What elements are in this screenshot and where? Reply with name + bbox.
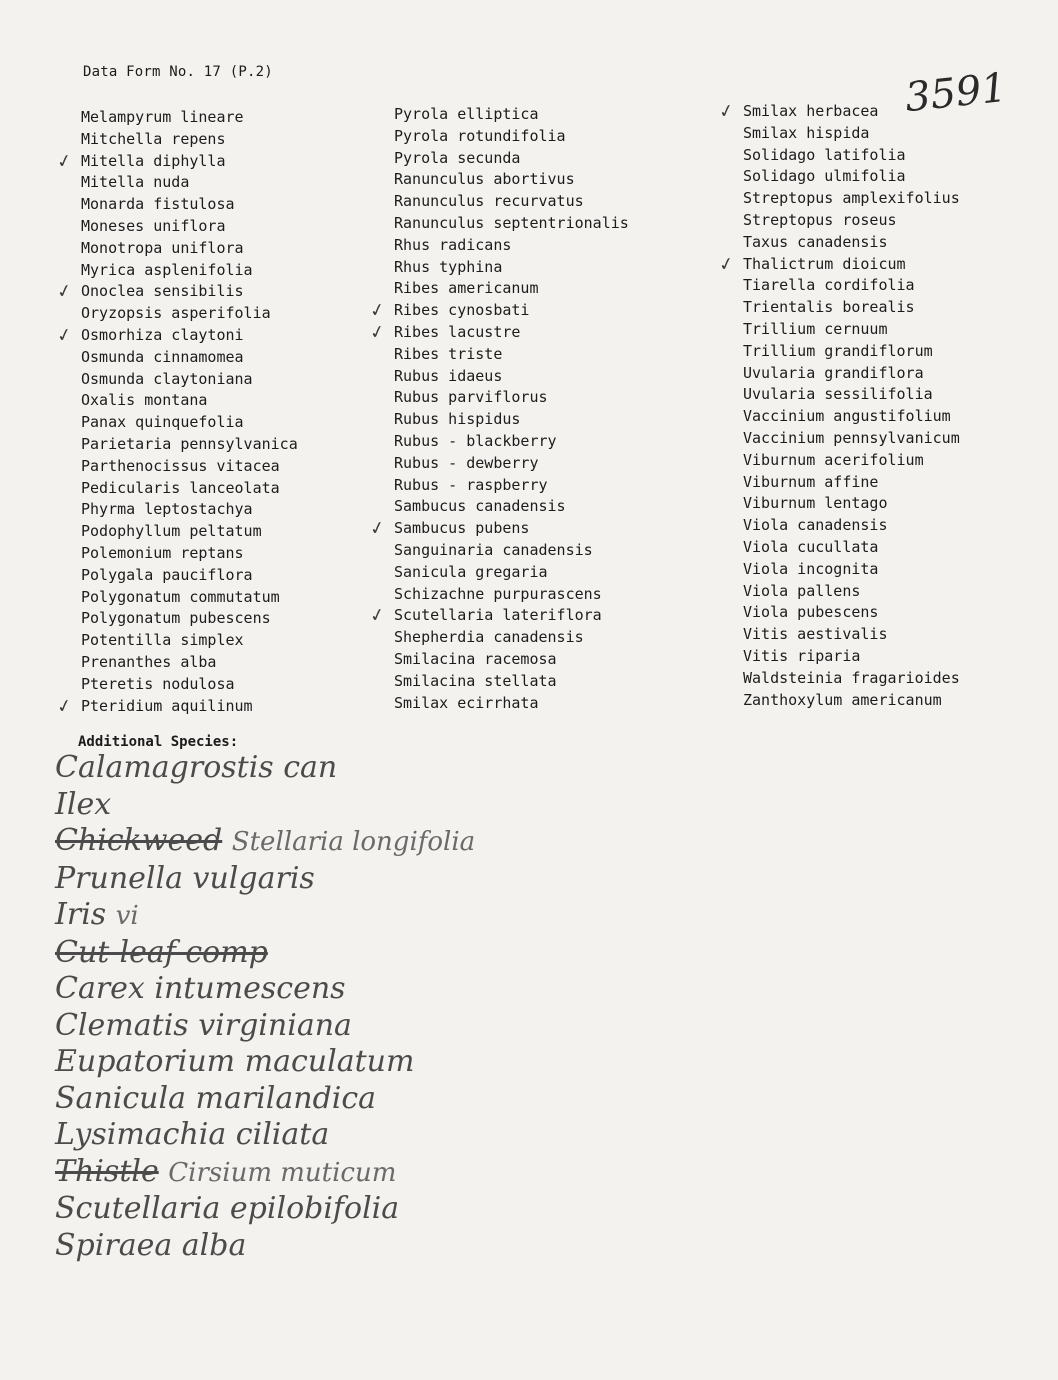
species-item <box>394 235 629 257</box>
species-name: Rubus - blackberry <box>394 431 557 450</box>
handwritten-entry <box>55 787 475 824</box>
species-item <box>394 584 629 606</box>
species-item <box>81 172 298 194</box>
species-name: Vitis riparia <box>743 646 861 665</box>
species-item <box>394 191 629 213</box>
species-column-2 <box>367 104 629 714</box>
species-item <box>743 690 960 712</box>
check-mark-icon: ✓ <box>367 603 388 628</box>
species-name: Polygala pauciflora <box>81 565 253 584</box>
species-item <box>81 456 298 478</box>
handwritten-annotation: Stellaria longifolia <box>231 827 476 857</box>
species-item <box>743 450 960 472</box>
species-name: Pyrola secunda <box>394 148 521 167</box>
species-name: Smilax herbacea <box>743 102 879 120</box>
species-item <box>81 565 298 587</box>
species-name: Osmunda cinnamomea <box>81 347 244 366</box>
species-item <box>81 107 298 129</box>
species-name: Solidago latifolia <box>743 145 906 164</box>
species-name: Trientalis borealis <box>743 298 915 317</box>
species-item <box>394 366 629 388</box>
species-item <box>81 390 298 412</box>
species-name: Phyrma leptostachya <box>81 500 253 519</box>
species-name: Schizachne purpurascens <box>394 584 602 603</box>
species-item <box>394 257 629 279</box>
species-item <box>743 145 960 167</box>
handwritten-species: Scutellaria epilobifolia <box>55 1191 400 1226</box>
species-item <box>743 602 960 624</box>
species-item <box>743 668 960 690</box>
species-item <box>81 434 298 456</box>
handwritten-species: Spiraea alba <box>55 1227 247 1263</box>
species-name: Trillium cernuum <box>743 319 888 338</box>
species-name: Rubus - raspberry <box>394 475 548 494</box>
handwritten-species: Iris <box>55 897 107 932</box>
species-name: Pyrola rotundifolia <box>394 126 566 145</box>
species-item <box>81 238 298 260</box>
species-name: Potentilla simplex <box>81 631 244 650</box>
species-item <box>54 694 298 718</box>
additional-species-label: Additional Species: <box>78 734 239 750</box>
species-name: Viola pubescens <box>743 603 879 622</box>
species-item <box>81 674 298 696</box>
species-item <box>743 493 960 515</box>
species-item <box>54 149 298 173</box>
species-item <box>743 275 960 297</box>
species-item <box>743 341 960 363</box>
species-name: Uvularia sessilifolia <box>743 385 933 404</box>
species-item <box>743 166 960 188</box>
species-name: Trillium grandiflorum <box>743 341 933 360</box>
species-name: Polygonatum pubescens <box>81 609 271 628</box>
species-item <box>394 496 629 518</box>
species-name: Shepherdia canadensis <box>394 628 584 647</box>
species-name: Sanguinaria canadensis <box>394 540 593 559</box>
species-item <box>743 472 960 494</box>
species-name: Vitis aestivalis <box>743 625 888 644</box>
species-name: Oxalis montana <box>81 391 208 410</box>
species-column-3 <box>716 99 960 711</box>
handwritten-entry <box>55 1117 475 1154</box>
species-item <box>743 624 960 646</box>
species-name: Thalictrum dioicum <box>743 254 906 273</box>
species-item <box>81 129 298 151</box>
species-item <box>394 148 629 170</box>
handwritten-species: Calamagrostis can <box>55 750 338 785</box>
species-item <box>81 608 298 630</box>
species-name: Viola pallens <box>743 581 861 600</box>
species-name: Viola cucullata <box>743 537 879 556</box>
species-name: Smilacina stellata <box>394 671 557 690</box>
handwritten-species: Cut-leaf comp <box>55 934 268 970</box>
species-name: Parthenocissus vitacea <box>81 456 280 475</box>
species-item <box>81 478 298 500</box>
handwritten-species: Sanicula marilandica <box>55 1080 377 1116</box>
species-name: Parietaria pennsylvanica <box>81 434 298 453</box>
handwritten-entry <box>55 823 475 861</box>
handwritten-entry <box>55 897 475 935</box>
species-name: Taxus canadensis <box>743 232 888 251</box>
handwritten-annotation: vi <box>115 901 139 931</box>
handwritten-species: Lysimachia ciliata <box>55 1117 330 1152</box>
species-name: Tiarella cordifolia <box>743 276 915 295</box>
species-name: Streptopus amplexifolius <box>743 189 960 208</box>
species-name: Viburnum acerifolium <box>743 450 924 469</box>
species-item <box>394 409 629 431</box>
species-item <box>394 431 629 453</box>
species-name: Smilacina racemosa <box>394 649 557 668</box>
handwritten-species: Chickweed <box>55 823 223 858</box>
species-item <box>743 210 960 232</box>
species-name: Smilax ecirrhata <box>394 693 539 712</box>
species-column-1 <box>54 107 298 718</box>
handwritten-entry <box>55 1191 475 1228</box>
check-mark-icon: ✓ <box>716 252 737 276</box>
species-name: Pteridium aquilinum <box>81 696 253 715</box>
species-name: Polemonium reptans <box>81 543 244 562</box>
species-name: Vaccinium angustifolium <box>743 407 951 426</box>
species-item <box>394 169 629 191</box>
form-title: Data Form No. 17 (P.2) <box>83 64 273 80</box>
species-item <box>367 603 629 628</box>
species-name: Rubus - dewberry <box>394 453 539 472</box>
species-item <box>81 369 298 391</box>
species-name: Smilax hispida <box>743 123 870 142</box>
species-name: Zanthoxylum americanum <box>743 690 942 709</box>
handwritten-entry <box>55 971 475 1008</box>
species-item <box>394 627 629 649</box>
handwritten-entry <box>55 1081 475 1118</box>
species-name: Rhus radicans <box>394 235 512 254</box>
species-item <box>81 303 298 325</box>
species-item <box>743 384 960 406</box>
species-name: Streptopus roseus <box>743 210 897 229</box>
handwritten-species: Eupatorium maculatum <box>55 1044 415 1079</box>
handwritten-species: Prunella vulgaris <box>55 860 315 896</box>
species-item <box>54 280 298 304</box>
species-name: Monarda fistulosa <box>81 195 235 214</box>
handwritten-species: Clematis virginiana <box>55 1007 352 1043</box>
species-item <box>743 646 960 668</box>
species-name: Osmorhiza claytoni <box>81 325 244 344</box>
species-item <box>743 515 960 537</box>
species-name: Moneses uniflora <box>81 216 226 235</box>
handwritten-entry <box>55 1228 475 1265</box>
species-item <box>716 252 960 276</box>
species-item <box>743 319 960 341</box>
species-name: Pteretis nodulosa <box>81 674 235 693</box>
species-item <box>743 297 960 319</box>
handwritten-species: Carex intumescens <box>55 971 346 1006</box>
species-item <box>394 453 629 475</box>
species-item <box>394 649 629 671</box>
species-name: Ranunculus abortivus <box>394 170 575 189</box>
species-item <box>743 123 960 145</box>
species-item <box>81 543 298 565</box>
additional-species-list <box>55 750 475 1264</box>
handwritten-species: Thistle <box>55 1153 159 1189</box>
species-item <box>394 540 629 562</box>
species-item <box>367 298 629 323</box>
handwritten-entry <box>55 1008 475 1045</box>
species-item <box>81 194 298 216</box>
species-item <box>743 428 960 450</box>
species-item <box>394 475 629 497</box>
species-name: Mitella nuda <box>81 173 190 192</box>
species-name: Vaccinium pennsylvanicum <box>743 428 960 447</box>
check-mark-icon: ✓ <box>716 99 737 124</box>
species-item <box>394 213 629 235</box>
species-name: Ribes triste <box>394 344 503 363</box>
species-item <box>394 126 629 148</box>
species-item <box>743 363 960 385</box>
species-name: Rubus parviflorus <box>394 388 548 407</box>
species-name: Osmunda claytoniana <box>81 369 253 388</box>
species-name: Sambucus pubens <box>394 519 530 538</box>
species-name: Uvularia grandiflora <box>743 363 924 382</box>
page-number-handwritten: 3591 <box>902 64 1009 122</box>
species-name: Waldsteinia fragarioides <box>743 668 960 687</box>
species-name: Myrica asplenifolia <box>81 260 253 279</box>
species-name: Podophyllum peltatum <box>81 522 262 541</box>
species-name: Viola incognita <box>743 559 879 578</box>
species-item <box>394 344 629 366</box>
species-item <box>81 347 298 369</box>
handwritten-entry <box>55 750 475 787</box>
species-name: Ribes cynosbati <box>394 301 530 320</box>
species-name: Pyrola elliptica <box>394 105 539 123</box>
handwritten-annotation: Cirsium muticum <box>168 1157 397 1188</box>
check-mark-icon: ✓ <box>54 280 75 304</box>
species-name: Panax quinquefolia <box>81 413 244 432</box>
species-item <box>54 323 298 348</box>
species-name: Solidago ulmifolia <box>743 167 906 186</box>
handwritten-entry <box>55 861 475 898</box>
species-item <box>394 562 629 584</box>
species-name: Prenanthes alba <box>81 652 217 671</box>
species-name: Ranunculus septentrionalis <box>394 213 629 232</box>
species-item <box>743 232 960 254</box>
species-name: Rhus typhina <box>394 257 503 276</box>
species-item <box>743 537 960 559</box>
species-name: Viburnum lentago <box>743 494 888 513</box>
species-name: Ribes americanum <box>394 279 539 298</box>
species-name: Rubus hispidus <box>394 410 521 429</box>
species-item <box>81 652 298 674</box>
species-name: Polygonatum commutatum <box>81 587 280 606</box>
species-item <box>743 559 960 581</box>
species-name: Mitella diphylla <box>81 151 226 170</box>
species-item <box>367 516 629 541</box>
species-item <box>81 260 298 282</box>
species-item <box>743 406 960 428</box>
species-item <box>394 693 629 715</box>
species-item <box>81 587 298 609</box>
check-mark-icon: ✓ <box>54 694 75 718</box>
species-name: Rubus idaeus <box>394 366 503 385</box>
species-name: Viburnum affine <box>743 472 879 491</box>
species-name: Sambucus canadensis <box>394 497 566 516</box>
species-item <box>743 581 960 603</box>
species-name: Mitchella repens <box>81 129 226 148</box>
species-name: Monotropa uniflora <box>81 238 244 257</box>
species-item <box>394 104 629 126</box>
handwritten-species: Ilex <box>55 786 112 822</box>
handwritten-entry <box>55 935 475 972</box>
species-name: Melampyrum lineare <box>81 108 244 126</box>
species-name: Ribes lacustre <box>394 322 521 341</box>
species-item <box>81 216 298 238</box>
check-mark-icon: ✓ <box>54 149 75 173</box>
check-mark-icon: ✓ <box>367 516 388 541</box>
species-item <box>743 188 960 210</box>
species-name: Oryzopsis asperifolia <box>81 304 271 323</box>
species-name: Ranunculus recurvatus <box>394 192 584 211</box>
species-name: Onoclea sensibilis <box>81 282 244 301</box>
check-mark-icon: ✓ <box>367 320 388 345</box>
species-name: Sanicula gregaria <box>394 562 548 581</box>
check-mark-icon: ✓ <box>54 323 75 348</box>
handwritten-entry <box>55 1044 475 1081</box>
species-item <box>81 499 298 521</box>
handwritten-entry <box>55 1154 475 1192</box>
check-mark-icon: ✓ <box>367 298 388 323</box>
species-item <box>81 521 298 543</box>
species-item <box>394 671 629 693</box>
species-item <box>394 278 629 300</box>
species-item <box>81 412 298 434</box>
species-name: Viola canadensis <box>743 516 888 535</box>
species-name: Pedicularis lanceolata <box>81 478 280 497</box>
species-item <box>81 630 298 652</box>
species-item <box>716 99 960 124</box>
species-item <box>367 320 629 345</box>
species-name: Scutellaria lateriflora <box>394 606 602 625</box>
species-item <box>394 387 629 409</box>
